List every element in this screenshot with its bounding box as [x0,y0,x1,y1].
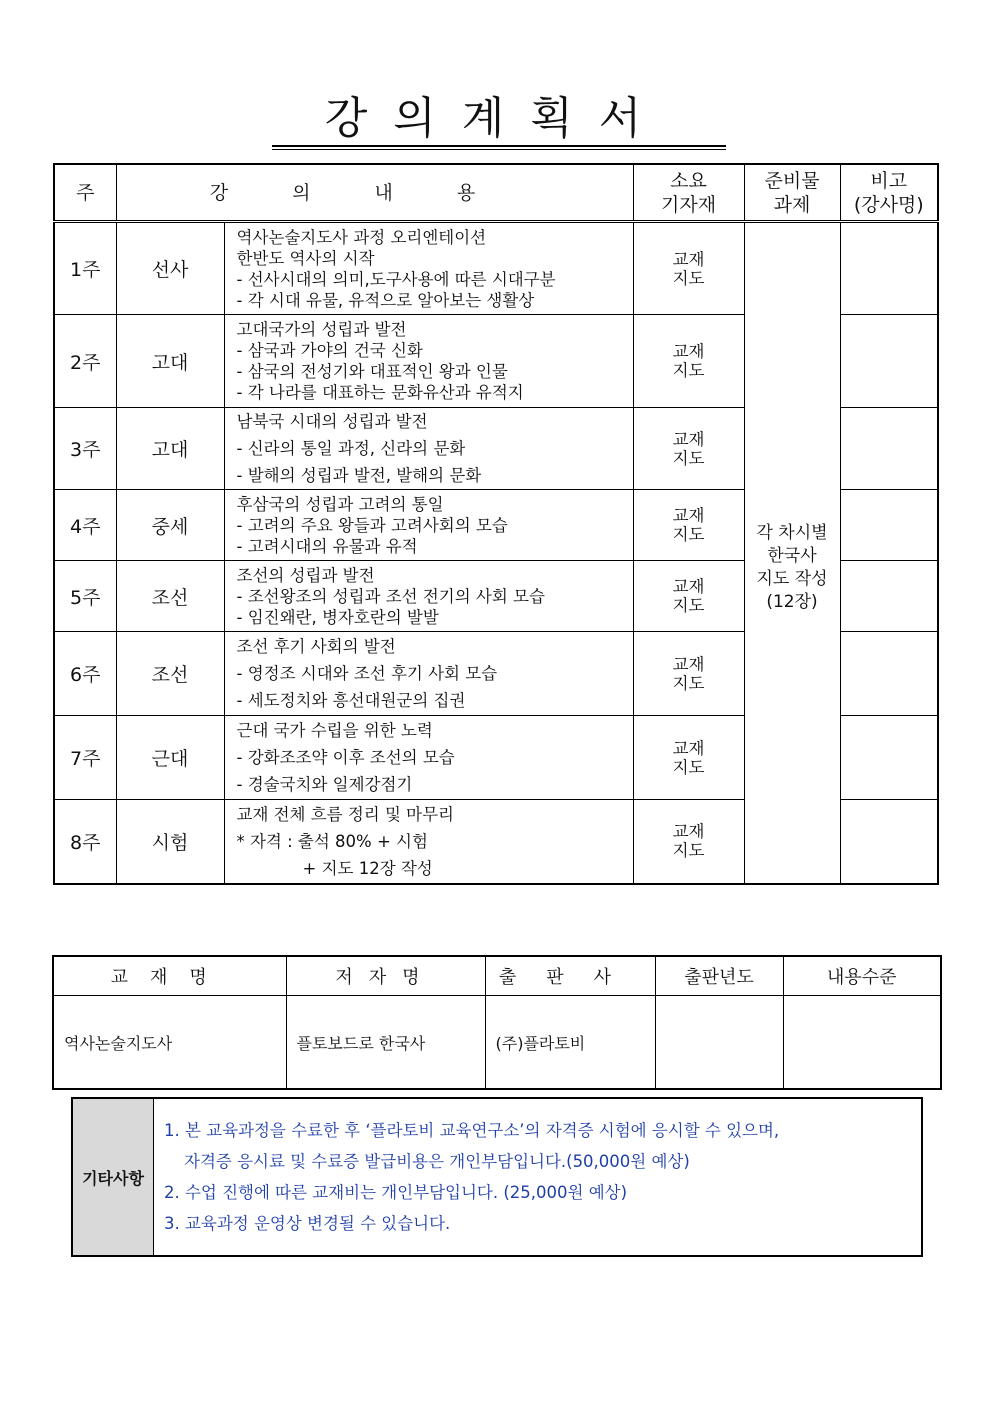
note-cell [840,408,938,490]
note-cell [840,716,938,800]
content-line: 역사논술지도사 과정 오리엔테이션 [236,227,487,247]
header-content: 강의내용 [116,164,633,222]
header-material: 소요 기자재 [633,164,744,222]
task-cell [744,222,840,884]
content-line: 후삼국의 성립과 고려의 통일 [236,494,444,514]
material-line: 교재 [672,577,705,596]
material-line: 교재 [672,429,705,449]
content-line: * 자격 : 출석 80% + 시험 [236,831,428,851]
note-item-1-cont: 자격증 응시료 및 수료증 발급비용은 개인부담입니다.(50,000원 예상) [184,1152,690,1171]
content-line: 고대국가의 성립과 발전 [236,320,407,339]
era-cell: 시험 [116,800,224,884]
content-line: - 발해의 성립과 발전, 발해의 문화 [236,466,482,485]
week-cell: 2주 [54,315,116,408]
era-cell: 중세 [116,490,224,561]
content-cell [224,561,633,632]
header-publisher: 출판사 [485,956,655,996]
plan-header-row [54,164,938,222]
content-line: 근대 국가 수립을 위한 노력 [236,721,433,740]
week-cell: 1주 [54,222,116,315]
material-line: 교재 [672,342,705,361]
notes-body [154,1098,923,1256]
content-cell [224,716,633,800]
header-year: 출판년도 [655,956,783,996]
material-cell [633,315,744,408]
material-line: 지도 [672,268,705,288]
era-cell: 근대 [116,716,224,800]
content-cell [224,408,633,490]
content-line: - 삼국과 가야의 건국 신화 [236,341,423,360]
notes-label: 기타사항 [72,1098,154,1256]
material-line: 교재 [672,822,705,842]
lecture-plan-table [53,163,939,885]
material-cell [633,408,744,490]
material-cell [633,222,744,315]
book-title: 역사논술지도사 [53,996,286,1090]
task-line: 각 차시별 [756,522,828,543]
material-line: 지도 [672,673,705,693]
note-cell [840,561,938,632]
content-cell [224,315,633,408]
material-line: 교재 [672,249,705,269]
task-line: 한국사 [767,545,817,566]
material-cell [633,561,744,632]
era-cell: 고대 [116,315,224,408]
content-line: - 선사시대의 의미,도구사용에 따른 시대구분 [236,269,556,289]
era-cell: 선사 [116,222,224,315]
content-line: - 삼국의 전성기와 대표적인 왕과 인물 [236,362,508,381]
note-cell [840,800,938,884]
material-line: 지도 [672,525,705,544]
era-cell: 조선 [116,561,224,632]
era-cell: 고대 [116,408,224,490]
book-level [783,996,941,1090]
content-cell [224,222,633,315]
content-line: - 신라의 통일 과정, 신라의 문화 [236,439,466,458]
textbook-row [53,996,941,1090]
material-cell [633,490,744,561]
header-book-title: 교재명 [53,956,286,996]
header-level: 내용수준 [783,956,941,996]
week-cell: 3주 [54,408,116,490]
content-line: 한반도 역사의 시작 [236,248,375,268]
content-line: - 각 나라를 대표하는 문화유산과 유적지 [236,383,524,402]
content-cell [224,490,633,561]
content-line: - 임진왜란, 병자호란의 발발 [236,607,439,627]
week-cell: 8주 [54,800,116,884]
content-cell [224,632,633,716]
content-line: 교재 전체 흐름 정리 및 마무리 [236,804,454,824]
material-line: 지도 [672,361,705,380]
task-line: (12장) [766,591,818,612]
content-cell [224,800,633,884]
note-item-1: 1. 본 교육과정을 수료한 후 ‘플라토비 교육연구소’의 자격증 시험에 응시할 수 있으며, [164,1121,780,1140]
textbook-table [52,955,942,1090]
task-line: 지도 작성 [756,568,828,589]
page-title: 강의계획서 [324,93,668,144]
material-line: 교재 [672,506,705,525]
note-cell [840,222,938,315]
content-line: 조선의 성립과 발전 [236,565,375,585]
note-cell [840,632,938,716]
material-line: 지도 [672,757,705,777]
textbook-header-row [53,956,941,996]
content-line: - 세도정치와 흥선대원군의 집권 [236,691,466,710]
week-cell: 4주 [54,490,116,561]
content-line: - 경술국치와 일제강점기 [236,775,413,794]
notes-table [71,1097,923,1257]
title-underline [272,145,726,150]
note-cell [840,490,938,561]
content-line: 남북국 시대의 성립과 발전 [236,412,428,431]
content-line: - 조선왕조의 성립과 조선 전기의 사회 모습 [236,586,545,606]
book-author: 플토보드로 한국사 [286,996,485,1090]
book-publisher: (주)플라토비 [485,996,655,1090]
note-item-3: 3. 교육과정 운영상 변경될 수 있습니다. [164,1214,451,1233]
material-line: 지도 [672,448,705,468]
plan-row [54,222,938,315]
material-line: 교재 [672,654,705,674]
content-line: 조선 후기 사회의 발전 [236,637,396,656]
material-line: 지도 [672,596,705,615]
content-line: - 강화조조약 이후 조선의 모습 [236,748,455,767]
content-line: - 고려시대의 유물과 유적 [236,536,418,556]
week-cell: 5주 [54,561,116,632]
content-line: - 고려의 주요 왕들과 고려사회의 모습 [236,515,508,535]
content-line: - 각 시대 유물, 유적으로 알아보는 생활상 [236,290,535,310]
material-line: 지도 [672,841,705,861]
note-cell [840,315,938,408]
material-cell [633,716,744,800]
era-cell: 조선 [116,632,224,716]
material-cell [633,800,744,884]
header-author: 저자명 [286,956,485,996]
content-line: + 지도 12장 작성 [302,858,433,878]
content-line: - 영정조 시대와 조선 후기 사회 모습 [236,664,498,683]
week-cell: 7주 [54,716,116,800]
book-year [655,996,783,1090]
header-task: 준비물 과제 [744,164,840,222]
header-note: 비고 (강사명) [840,164,938,222]
week-cell: 6주 [54,632,116,716]
material-line: 교재 [672,738,705,758]
material-cell [633,632,744,716]
note-item-2: 2. 수업 진행에 따른 교재비는 개인부담입니다. (25,000원 예상) [164,1183,628,1202]
header-week: 주 [54,164,116,222]
